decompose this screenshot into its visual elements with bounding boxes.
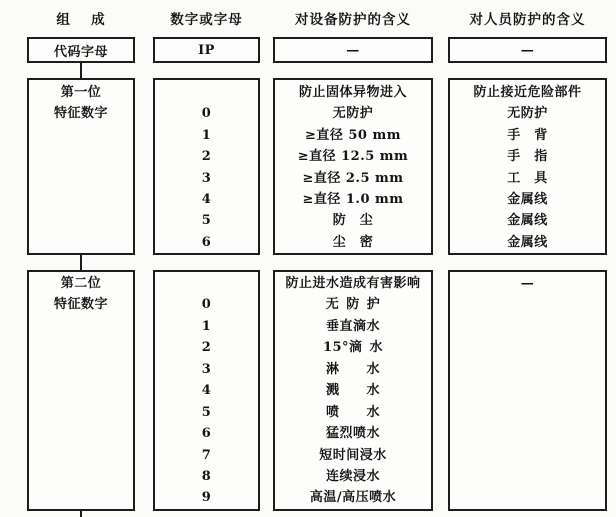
column-header-personnel-meaning: 对人员防护的含义 [469, 12, 586, 28]
first-digit-equipment-meaning: ≥直径 50 mm [304, 127, 402, 143]
second-digit-value: 7 [201, 447, 212, 463]
second-digit-values-box [153, 270, 260, 511]
second-digit-personnel-box [448, 270, 607, 511]
second-digit-equipment-meaning: 短时间浸水 [319, 447, 387, 463]
first-digit-value [155, 82, 258, 103]
first-digit-equipment-meaning: 防止固体异物进入 [298, 85, 407, 100]
first-digit-personnel-meaning: 无防护 [507, 106, 548, 122]
first-digit-label-box [27, 78, 135, 255]
first-digit-personnel-meaning: 金属线 [507, 191, 548, 207]
second-digit-label-line1: 第二位 [60, 276, 102, 291]
column-header-composition: 组 成 [56, 12, 106, 28]
first-digit-personnel-meaning: 手 背 [507, 127, 548, 143]
connector-line-first-to-second [80, 255, 82, 270]
first-digit-value: 0 [201, 106, 212, 122]
first-digit-personnel-meaning: 金属线 [507, 213, 548, 229]
second-digit-value: 6 [201, 426, 212, 442]
second-digit-equipment-meaning: 防止进水造成有害影响 [285, 276, 421, 291]
first-digit-personnel-meaning: 金属线 [507, 234, 548, 250]
code-letter-box: 代码字母 [27, 37, 135, 63]
column-header-number-or-letter: 数字或字母 [170, 12, 243, 28]
second-digit-personnel-meaning: — [520, 276, 535, 291]
first-digit-value: 2 [201, 149, 212, 165]
second-digit-value: 1 [201, 318, 212, 334]
second-digit-value [155, 273, 258, 294]
first-digit-value: 6 [201, 234, 212, 250]
first-digit-equipment-meaning: ≥直径 12.5 mm [297, 149, 409, 165]
first-digit-value: 5 [201, 213, 212, 229]
second-digit-value: 0 [201, 297, 212, 313]
second-digit-value: 5 [201, 404, 212, 420]
second-digit-equipment-meaning: 垂直滴水 [325, 318, 380, 334]
code-letter-value-box: IP [153, 37, 260, 63]
second-digit-equipment-meaning: 溅 水 [325, 383, 380, 399]
second-digit-value: 4 [201, 383, 212, 399]
connector-line-code-to-first [80, 63, 82, 78]
second-digit-value: 2 [201, 340, 212, 356]
column-header-equipment-meaning: 对设备防护的含义 [295, 12, 411, 28]
first-digit-equipment-meaning: ≥直径 1.0 mm [302, 191, 404, 207]
first-digit-equipment-meaning: 防 尘 [332, 213, 374, 229]
first-digit-personnel-box [448, 78, 607, 255]
connector-line-bottom-stub [80, 509, 82, 517]
first-digit-values-box [153, 78, 260, 255]
second-digit-equipment-meaning: 无 防 护 [325, 297, 381, 313]
second-digit-equipment-box [273, 270, 433, 511]
second-digit-value: 9 [201, 490, 212, 506]
first-digit-label-line1: 第一位 [60, 85, 102, 100]
code-letter-equipment-box: — [273, 37, 433, 63]
second-digit-value: 8 [201, 468, 212, 484]
second-digit-equipment-meaning: 猛烈喷水 [325, 426, 380, 442]
first-digit-personnel-meaning: 手 指 [507, 149, 548, 165]
second-digit-equipment-meaning: 连续浸水 [325, 468, 380, 484]
second-digit-label-line2: 特征数字 [53, 297, 108, 313]
first-digit-equipment-meaning: ≥直径 2.5 mm [302, 170, 404, 186]
second-digit-value: 3 [201, 361, 212, 377]
first-digit-value: 1 [201, 127, 212, 143]
first-digit-personnel-meaning: 工 具 [507, 170, 548, 186]
second-digit-equipment-meaning: 15°滴 水 [322, 340, 384, 356]
second-digit-label-box [27, 270, 135, 511]
second-digit-equipment-meaning: 喷 水 [325, 404, 380, 420]
first-digit-label-line2: 特征数字 [53, 106, 108, 122]
second-digit-equipment-meaning: 淋 水 [325, 361, 380, 377]
second-digit-equipment-meaning: 高温/高压喷水 [309, 490, 397, 506]
first-digit-personnel-meaning: 防止接近危险部件 [473, 85, 582, 100]
first-digit-equipment-meaning: 无防护 [332, 106, 374, 122]
first-digit-equipment-box [273, 78, 433, 255]
code-letter-personnel-box: — [448, 37, 607, 63]
first-digit-value: 4 [201, 191, 212, 207]
first-digit-equipment-meaning: 尘 密 [332, 234, 374, 250]
first-digit-value: 3 [201, 170, 212, 186]
